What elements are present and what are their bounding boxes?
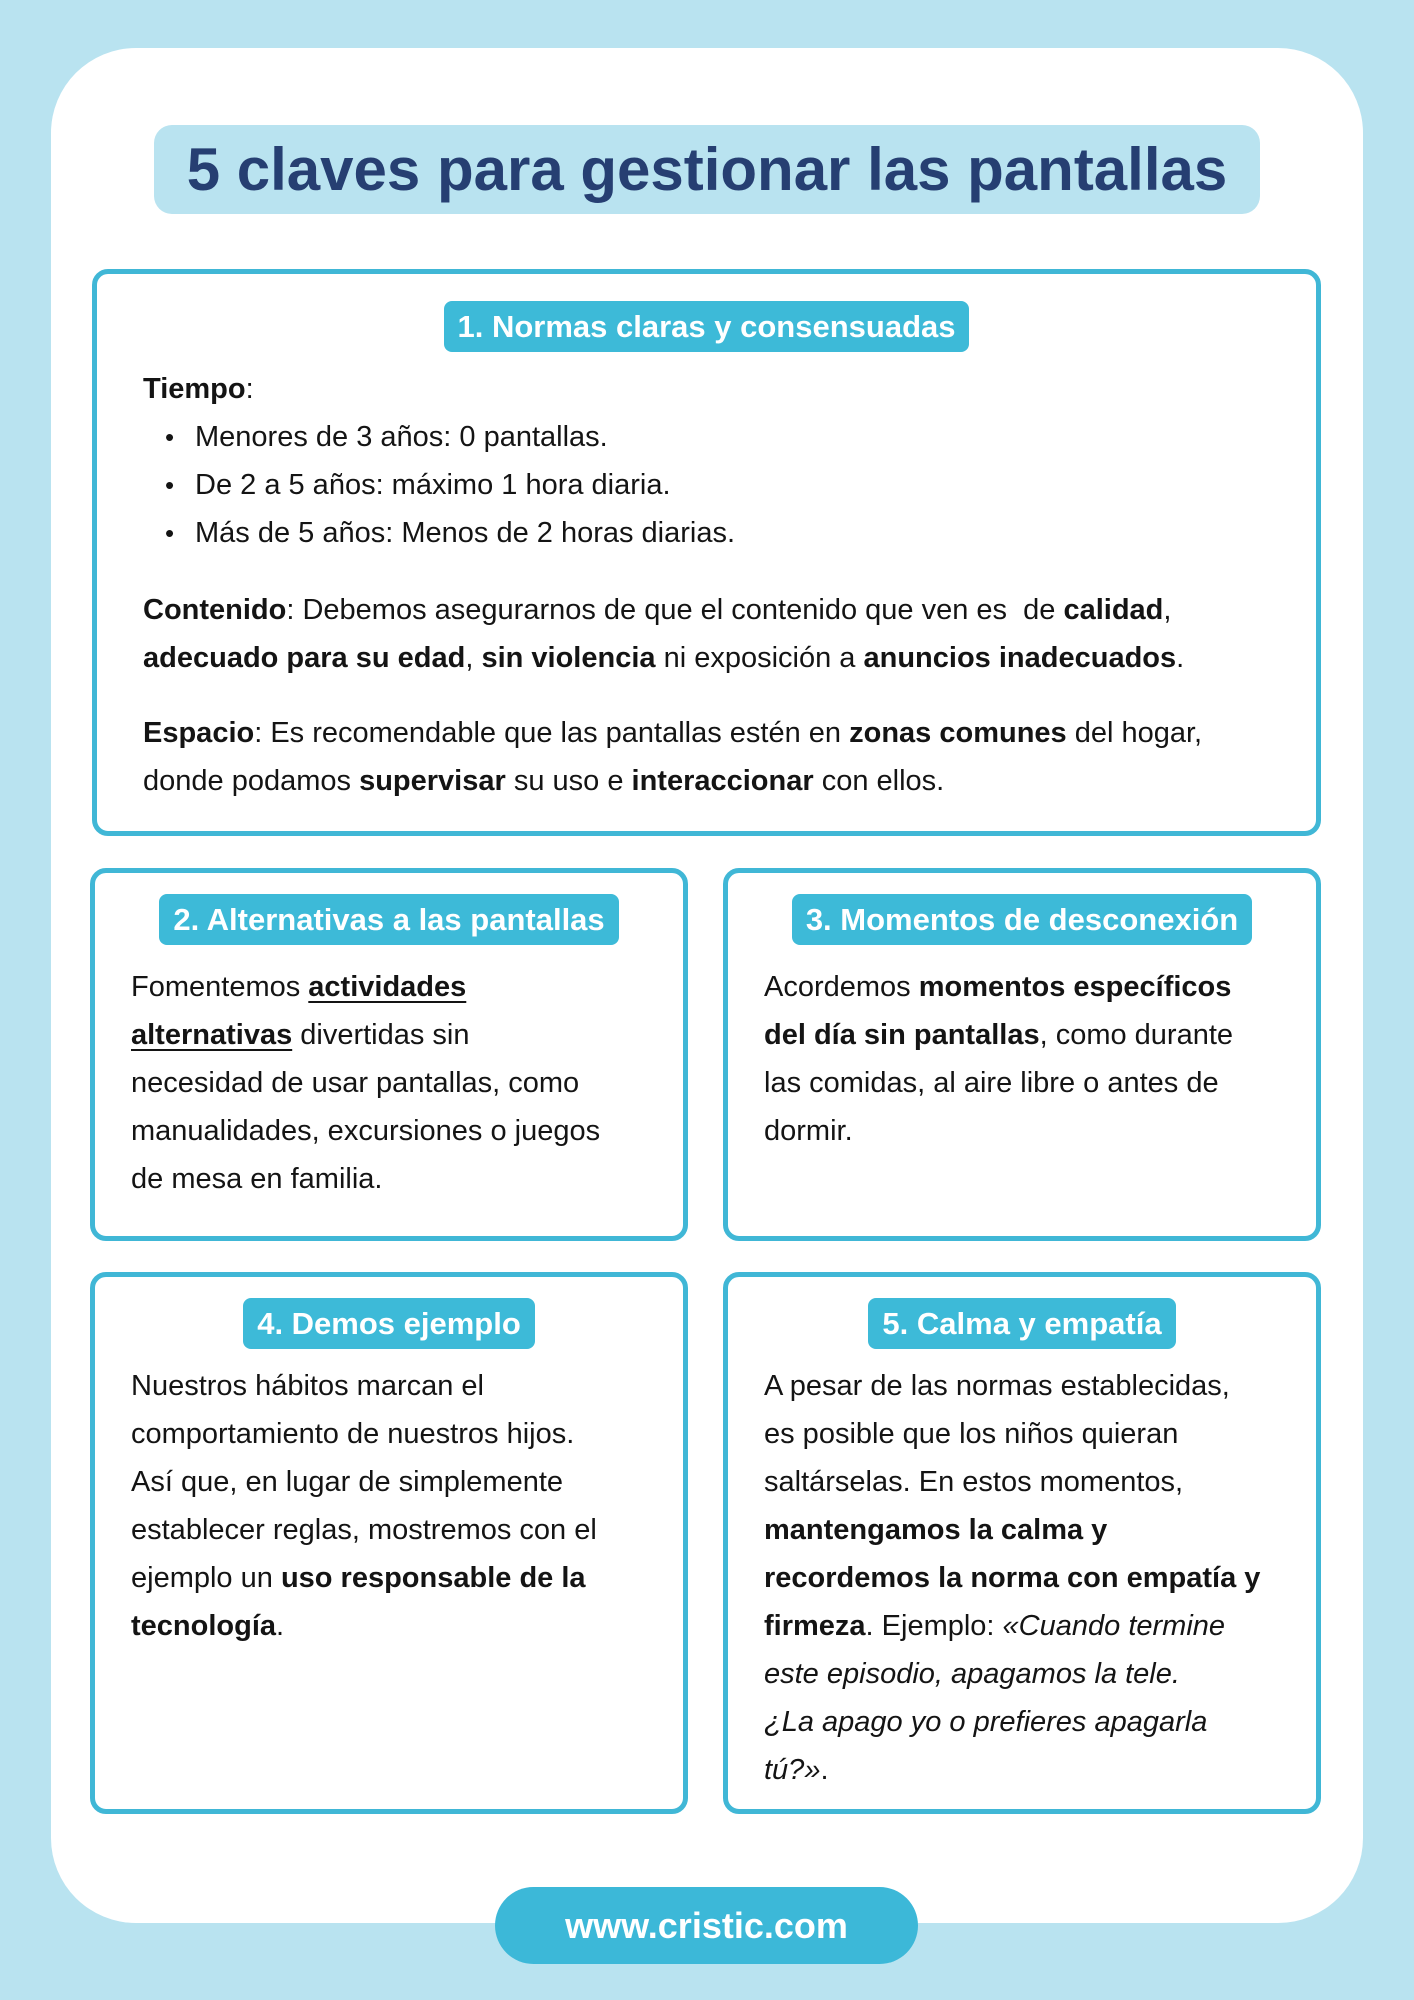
text-segment: Así que, en lugar de simplemente: [131, 1466, 564, 1498]
bold-text: del día sin pantallas: [764, 1019, 1040, 1051]
section-4-paragraph: [131, 1362, 597, 1650]
text-segment: : Es recomendable que las pantallas estén en: [254, 717, 850, 749]
section-4-heading: 4. Demos ejemplo: [243, 1298, 535, 1349]
section-3-heading: 3. Momentos de desconexión: [792, 894, 1252, 945]
footer-url-badge: [495, 1887, 918, 1964]
text-line: [131, 1458, 597, 1506]
page-title: 5 claves para gestionar las pantallas: [186, 136, 1228, 203]
bold-text: Contenido: [143, 594, 287, 626]
bold-text: firmeza: [764, 1610, 866, 1642]
text-segment: donde podamos: [143, 765, 360, 797]
tiempo-line: [143, 365, 1202, 413]
list-item: • Menores de 3 años: 0 pantallas.: [143, 413, 1202, 461]
text-segment: Fomentemos: [131, 971, 309, 1003]
text-line: [764, 1602, 1260, 1650]
italic-text: «Cuando termine: [1002, 1610, 1226, 1642]
text-line: [764, 1011, 1233, 1059]
text-line: [131, 1059, 600, 1107]
bold-text: momentos específicos: [918, 971, 1232, 1003]
text-line: [764, 1059, 1233, 1107]
text-line: [764, 1698, 1260, 1746]
espacio-paragraph: [143, 709, 1202, 805]
italic-text: ¿La apago yo o prefieres apagarla: [764, 1706, 1208, 1738]
text-line: [764, 1458, 1260, 1506]
section-1-heading: 1. Normas claras y consensuadas: [444, 301, 970, 352]
text-segment: .: [1176, 642, 1185, 674]
text-segment: Nuestros hábitos marcan el: [131, 1370, 484, 1402]
text-line: [131, 1107, 600, 1155]
text-segment: necesidad de usar pantallas, como: [131, 1067, 580, 1099]
section-3-card: [723, 868, 1321, 1241]
bold-text: adecuado para su edad: [143, 642, 466, 674]
text-line: [764, 1506, 1260, 1554]
text-line: [131, 1554, 597, 1602]
text-line: [764, 1107, 1233, 1155]
section-2-paragraph: [131, 963, 600, 1203]
text-segment: .: [276, 1610, 285, 1642]
section-5-header: [728, 1298, 1316, 1349]
footer-url: www.cristic.com: [565, 1905, 848, 1946]
text-line: [764, 1410, 1260, 1458]
tiempo-label: Tiempo: [143, 373, 246, 405]
text-segment: ,: [465, 642, 482, 674]
italic-text: este episodio, apagamos la tele.: [764, 1658, 1180, 1690]
text-segment: . Ejemplo:: [865, 1610, 1003, 1642]
text-line: [143, 709, 1202, 757]
text-segment: del hogar,: [1066, 717, 1203, 749]
section-5-heading: 5. Calma y empatía: [868, 1298, 1175, 1349]
text-line: [764, 1746, 1260, 1794]
text-line: [131, 1410, 597, 1458]
bold-text: interaccionar: [631, 765, 814, 797]
list-item: • Más de 5 años: Menos de 2 horas diarias.: [143, 509, 1202, 557]
text-line: [764, 963, 1233, 1011]
text-line: [143, 586, 1202, 634]
section-3-paragraph: [764, 963, 1233, 1155]
bold-text: mantengamos la calma y: [764, 1514, 1108, 1546]
text-line: [143, 634, 1202, 682]
text-segment: : Debemos asegurarnos de que el contenido que ven es de: [286, 594, 1064, 626]
text-line: [764, 1554, 1260, 1602]
section-1-card: [92, 269, 1321, 836]
text-segment: es posible que los niños quieran: [764, 1418, 1179, 1450]
bold-text: sin violencia: [481, 642, 656, 674]
tiempo-colon: :: [245, 373, 254, 405]
section-5-card: [723, 1272, 1321, 1814]
text-line: [131, 1506, 597, 1554]
text-line: [131, 963, 600, 1011]
text-line: [131, 1362, 597, 1410]
text-segment: su uso e: [505, 765, 632, 797]
text-line: [131, 1602, 597, 1650]
text-segment: , como durante: [1039, 1019, 1234, 1051]
text-segment: dormir.: [764, 1115, 853, 1147]
text-segment: las comidas, al aire libre o antes de: [764, 1067, 1219, 1099]
section-2-header: [95, 894, 683, 945]
bold-text: supervisar: [359, 765, 506, 797]
text-segment: A pesar de las normas establecidas,: [764, 1370, 1230, 1402]
bold-underline-text: alternativas: [131, 1019, 293, 1051]
text-segment: ,: [1163, 594, 1172, 626]
text-segment: con ellos.: [813, 765, 945, 797]
text-segment: establecer reglas, mostremos con el: [131, 1514, 597, 1546]
bold-text: calidad: [1063, 594, 1164, 626]
section-2-heading: 2. Alternativas a las pantallas: [159, 894, 618, 945]
section-1-content: [143, 365, 1202, 805]
section-4-card: [90, 1272, 688, 1814]
text-segment: ejemplo un: [131, 1562, 281, 1594]
text-segment: divertidas sin: [292, 1019, 470, 1051]
text-segment: manualidades, excursiones o juegos: [131, 1115, 601, 1147]
title-banner: [154, 125, 1260, 214]
bold-text: recordemos la norma con empatía y: [764, 1562, 1261, 1594]
bold-text: uso responsable de la: [280, 1562, 586, 1594]
bold-underline-text: actividades: [308, 971, 467, 1003]
text-line: [131, 1011, 600, 1059]
section-3-header: [728, 894, 1316, 945]
text-segment: de mesa en familia.: [131, 1163, 383, 1195]
section-4-header: [95, 1298, 683, 1349]
text-segment: .: [820, 1754, 829, 1786]
text-segment: Acordemos: [764, 971, 919, 1003]
text-line: [764, 1362, 1260, 1410]
tiempo-list: [143, 413, 1202, 557]
list-item: • De 2 a 5 años: máximo 1 hora diaria.: [143, 461, 1202, 509]
text-line: [764, 1650, 1260, 1698]
section-2-card: [90, 868, 688, 1241]
text-line: [131, 1155, 600, 1203]
section-5-paragraph: [764, 1362, 1260, 1794]
text-segment: saltárselas. En estos momentos,: [764, 1466, 1184, 1498]
text-segment: comportamiento de nuestros hijos.: [131, 1418, 575, 1450]
bold-text: tecnología: [131, 1610, 277, 1642]
section-1-header: [97, 301, 1316, 352]
text-line: [143, 757, 1202, 805]
bold-text: zonas comunes: [849, 717, 1067, 749]
text-segment: ni exposición a: [655, 642, 864, 674]
bold-text: Espacio: [143, 717, 255, 749]
bold-text: anuncios inadecuados: [863, 642, 1177, 674]
italic-text: tú?»: [764, 1754, 821, 1786]
contenido-paragraph: [143, 586, 1202, 682]
